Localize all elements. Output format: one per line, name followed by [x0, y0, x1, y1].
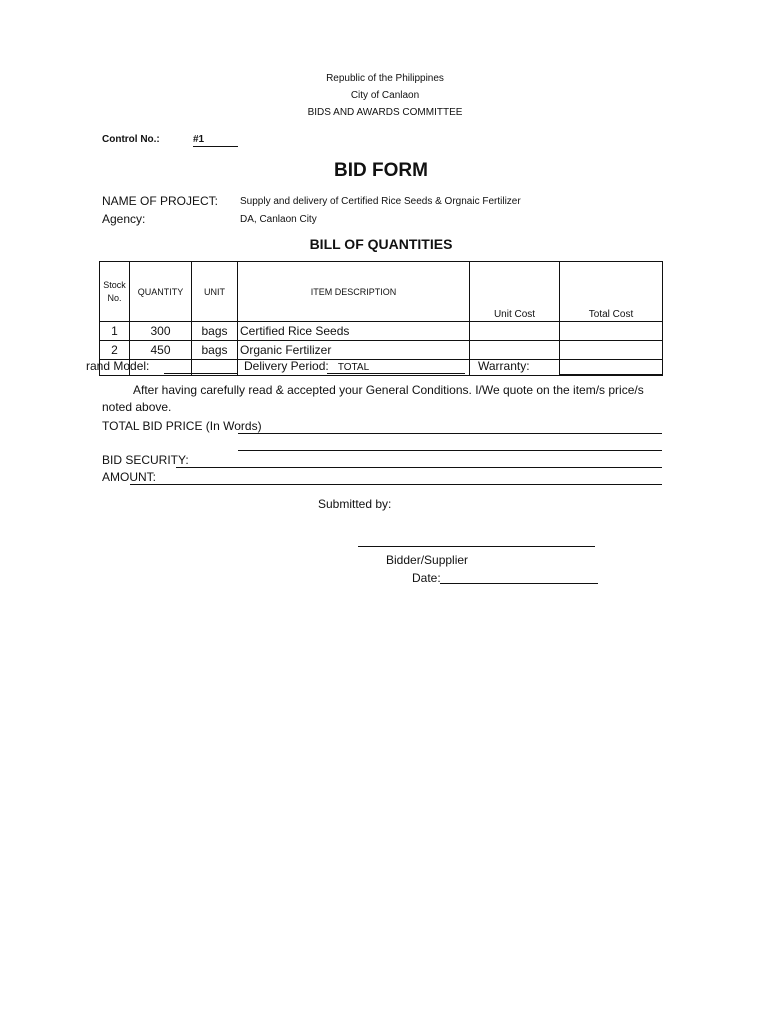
control-no-value: #1 [193, 134, 238, 147]
project-name-label: NAME OF PROJECT: [102, 194, 219, 208]
table-row [100, 322, 663, 341]
cell-unit: bags [192, 322, 238, 341]
cell-description: Certified Rice Seeds [238, 322, 470, 341]
project-name-value: Supply and delivery of Certified Rice Seeds & Orgnaic Fertilizer [240, 196, 521, 207]
signature-line [358, 546, 595, 547]
header-unit-cost: Unit Cost [470, 262, 560, 322]
agency-label: Agency: [102, 212, 146, 226]
amount-line [130, 484, 662, 485]
total-bid-price-line-2 [238, 450, 662, 451]
table-header-row [100, 262, 663, 322]
bid-security-label: BID SECURITY: [102, 453, 189, 467]
brand-model-line [164, 373, 238, 374]
bidder-supplier-label: Bidder/Supplier [386, 553, 469, 567]
header-committee: BIDS AND AWARDS COMMITTEE [307, 107, 463, 118]
header-republic: Republic of the Philippines [326, 73, 444, 84]
header-total-cost: Total Cost [560, 262, 663, 322]
cell-unit: bags [192, 341, 238, 360]
warranty-label: Warranty: [478, 359, 530, 373]
statement-line-2: noted above. [102, 400, 172, 414]
header-city: City of Canlaon [350, 90, 420, 101]
cell-total-cost [560, 341, 663, 360]
bid-security-line [176, 467, 662, 468]
page-title: BID FORM [334, 160, 428, 181]
submitted-by-label: Submitted by: [318, 497, 392, 511]
table-row [100, 341, 663, 360]
header-item-description: ITEM DESCRIPTION [238, 262, 470, 322]
statement-line-1: After having carefully read & accepted your General Conditions. I/We quote on the item/s price/s [133, 383, 644, 397]
delivery-period-label: Delivery Period: [244, 359, 329, 373]
cell-stock: 1 [100, 322, 130, 341]
boq-title: BILL OF QUANTITIES [309, 236, 453, 252]
header-unit: UNIT [192, 262, 238, 322]
total-bid-price-label: TOTAL BID PRICE (In Words) [102, 419, 262, 433]
agency-value: DA, Canlaon City [240, 214, 317, 225]
cell-unit-cost [470, 341, 560, 360]
date-label: Date: [412, 571, 441, 585]
cell-stock: 2 [100, 341, 130, 360]
control-no-label: Control No.: [102, 134, 160, 145]
cell-total-cost [560, 322, 663, 341]
cell-quantity: 300 [130, 322, 192, 341]
brand-model-label: rand Model: [86, 359, 150, 373]
amount-label: AMOUNT: [102, 470, 156, 484]
header-stock-no: Stock No. [100, 262, 130, 322]
header-quantity: QUANTITY [130, 262, 192, 322]
cell-unit-cost [470, 322, 560, 341]
warranty-line [560, 374, 662, 375]
cell-description: Organic Fertilizer [238, 341, 470, 360]
total-label: TOTAL [238, 360, 470, 376]
delivery-period-line [327, 373, 465, 374]
boq-table [99, 261, 663, 376]
total-bid-price-line-1 [238, 433, 662, 434]
cell-quantity: 450 [130, 341, 192, 360]
date-line [440, 583, 598, 584]
